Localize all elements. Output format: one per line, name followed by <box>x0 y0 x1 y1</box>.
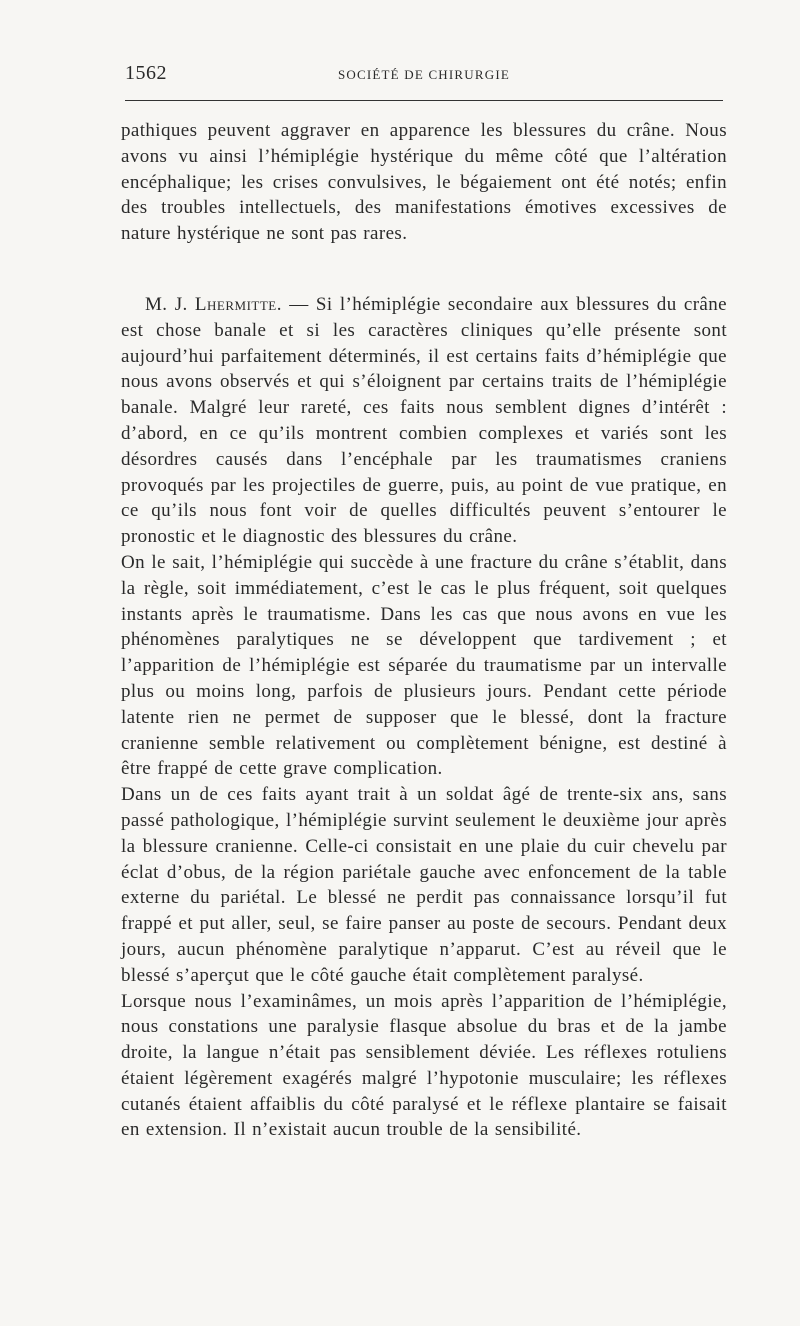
paragraph-1 <box>121 292 727 550</box>
header-rule <box>125 100 723 101</box>
speaker-prefix: M. J. <box>145 293 195 315</box>
paragraph-1-text: — Si l’hémiplégie secondaire aux blessures du crâne est chose banale et si les caractères cliniques qu’elle présente sont aujourd’hui parfaitement déterminés, il est certains faits d’hémiplégie que nous avons observés et qui s’éloignent par certains traits de l’hémiplégie banale. Malgré leur rareté, ces faits nous semblent dignes d’intérêt : d’abord, en ce qu’ils montrent combien complexes et variés sont les désordres causés dans l’encéphale par les traumatismes craniens provoqués par les projectiles de guerre, puis, au point de vue pratique, en ce qu’ils nous font voir de quelles difficultés peuvent s’entourer le pronostic et le diagnostic des blessures du crâne. <box>121 293 727 548</box>
page-number: 1562 <box>125 62 167 84</box>
speaker-name: Lhermitte. <box>194 293 282 315</box>
running-head: SOCIÉTÉ DE CHIRURGIE <box>337 67 511 82</box>
paragraph-continuation: pathiques peuvent aggraver en apparence les blessures du crâne. Nous avons vu ainsi l’hémiplégie hystérique du même côté que l’altération encéphalique; les crises convulsives, le bégaiement ont été notés; enfin des troubles intellectuels, des manifestations émotives excessives de nature hystérique ne sont pas rares. <box>121 120 727 245</box>
paragraph-4: Lorsque nous l’examinâmes, un mois après l’apparition de l’hémiplégie, nous constations une paralysie flasque absolue du bras et de la jambe droite, la langue n’était pas sensiblement déviée. Les réflexes rotuliens étaient légèrement exagérés malgré l’hypotonie musculaire; les réflexes cutanés étaient affaiblis du côté paralysé et le réflexe plantaire se faisait en extension. Il n’existait aucun trouble de la sensibilité. <box>121 990 727 1141</box>
page-header <box>125 62 723 92</box>
body-text <box>121 118 727 1143</box>
paragraph-3: Dans un de ces faits ayant trait à un soldat âgé de trente-six ans, sans passé pathologique, l’hémiplégie survint seulement le deuxième jour après la blessure cranienne. Celle-ci consistait en une plaie du cuir chevelu par éclat d’obus, de la région pariétale gauche avec enfoncement de la table externe du pariétal. Le blessé ne perdit pas connaissance lorsqu’il fut frappé et put aller, seul, se faire panser au poste de secours. Pendant deux jours, aucun phénomène paralytique n’apparut. C’est au réveil que le blessé s’aperçut que le côté gauche était complètement paralysé. <box>121 784 727 986</box>
paragraph-2: On le sait, l’hémiplégie qui succède à une fracture du crâne s’établit, dans la règle, soit immédiatement, c’est le cas le plus fréquent, soit quelques instants après le traumatisme. Dans les cas que nous avons en vue les phénomènes paralytiques ne se développent que tardivement ; et l’apparition de l’hémiplégie est séparée du traumatisme par un intervalle plus ou moins long, parfois de plusieurs jours. Pendant cette période latente rien ne permet de supposer que le blessé, dont la fracture cranienne semble relativement ou complètement bénigne, est destiné à être frappé de cette grave complication. <box>121 551 727 780</box>
